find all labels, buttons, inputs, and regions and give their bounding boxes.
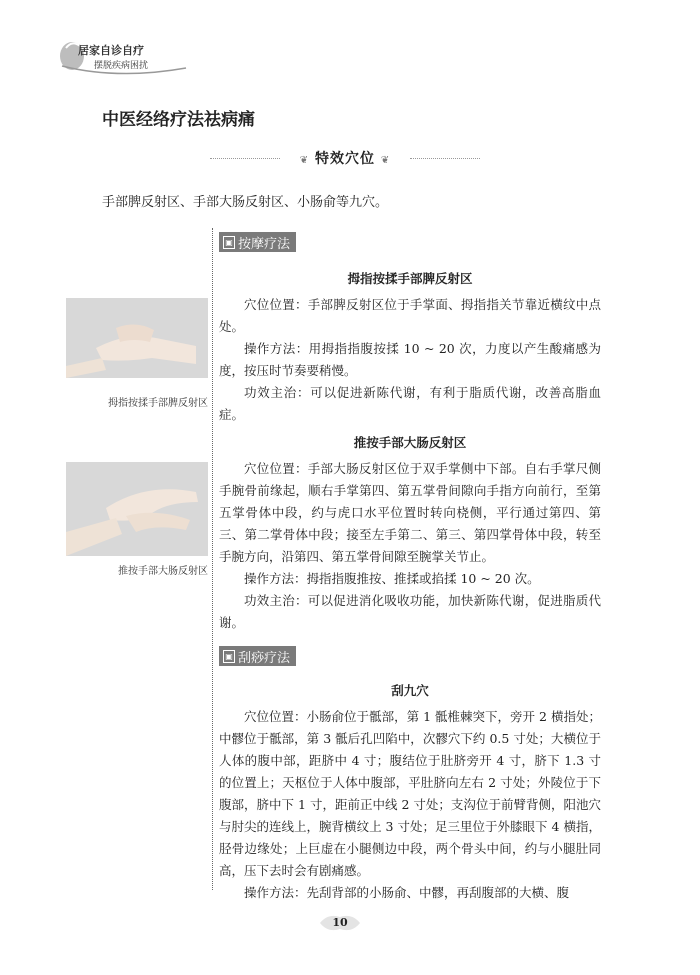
section-divider-left bbox=[210, 158, 280, 159]
acupoint-location: 穴位位置：手部脾反射区位于手掌面、拇指指关节靠近横纹中点处。 bbox=[219, 297, 601, 334]
hand-photo-2 bbox=[66, 462, 208, 556]
efficacy: 功效主治：可以促进消化吸收功能，加快新陈代谢，促进脂质代谢。 bbox=[219, 593, 601, 630]
hand-photo-1 bbox=[66, 298, 208, 378]
block-title: 拇指按揉手部脾反射区 bbox=[347, 271, 473, 286]
massage-block-spleen bbox=[219, 268, 601, 426]
ornament-icon: ❦ bbox=[380, 155, 391, 166]
acupoint-location: 穴位位置：手部大肠反射区位于双手掌侧中下部。自右手掌尺侧手腕骨前缘起，顺右手掌第四、第五掌骨间隙向手指方向前行，至第五掌骨体中段，约与虎口水平位置时转向桡侧，平行通过第四、第三、第二掌骨体中段；接至左手第二、第三、第四掌骨体中段，转至手腕方向，沿第四、第五掌骨间隙至腕掌关节止。 bbox=[219, 461, 601, 564]
series-title: 居家自诊自疗 bbox=[78, 44, 144, 57]
block-title: 推按手部大肠反射区 bbox=[353, 435, 467, 450]
section-divider-right bbox=[410, 158, 480, 159]
page-number bbox=[318, 913, 362, 933]
massage-therapy-label: 按摩疗法 bbox=[238, 236, 291, 252]
page-number-text: 10 bbox=[332, 916, 348, 929]
massage-therapy-tag bbox=[219, 232, 296, 252]
scraping-block-nine-points bbox=[219, 680, 601, 904]
efficacy: 功效主治：可以促进新陈代谢，有利于脂质代谢，改善高脂血症。 bbox=[219, 385, 601, 422]
photo-2-caption: 推按手部大肠反射区 bbox=[118, 566, 208, 577]
section-mark-icon: ▣ bbox=[223, 236, 235, 249]
section-title: 特效穴位 bbox=[315, 151, 375, 167]
series-subtitle: 摆脱疾病困扰 bbox=[94, 61, 149, 71]
column-divider bbox=[212, 228, 213, 890]
massage-block-large-intestine bbox=[219, 432, 601, 634]
scraping-therapy-tag bbox=[219, 646, 296, 666]
section-heading bbox=[210, 148, 480, 168]
operation-method: 操作方法：先刮背部的小肠俞、中髎，再刮腹部的大横、腹 bbox=[244, 885, 570, 900]
acupoint-location: 穴位位置：小肠俞位于骶部，第 1 骶椎棘突下，旁开 2 横指处；中髎位于骶部，第 3 骶后孔凹陷中，次髎穴下约 0.5 寸处；大横位于人体的腹中部，距脐中 4 寸；腹结位于肚脐旁开 4 寸，脐下 1.3 寸的位置上；天枢位于人体中腹部，平肚脐向左右 2 寸处；外陵位于下腹部，脐中下 1 寸，距前正中线 2 寸处；支沟位于前臂背侧，阳池穴与肘尖的连线上，腕背横纹上 3 寸处；足三里位于外膝眼下 4 横指，胫骨边缘处；上巨虚在小腿侧边中段，两个骨头中间，约与小腿肚同高，压下去时会有剧痛感。 bbox=[219, 709, 601, 878]
intro-text: 手部脾反射区、手部大肠反射区、小肠俞等九穴。 bbox=[102, 195, 389, 210]
operation-method: 操作方法：用拇指指腹按揉 10 ~ 20 次，力度以产生酸痛感为度，按压时节奏要稍慢。 bbox=[219, 341, 601, 378]
series-logo bbox=[58, 36, 188, 86]
operation-method: 操作方法：拇指指腹推按、推揉或掐揉 10 ~ 20 次。 bbox=[244, 571, 540, 586]
scraping-therapy-label: 刮痧疗法 bbox=[238, 650, 291, 666]
page-title: 中医经络疗法祛病痛 bbox=[102, 110, 255, 130]
section-mark-icon: ▣ bbox=[223, 650, 235, 663]
block-title: 刮九穴 bbox=[391, 683, 429, 698]
section-heading-title-wrap bbox=[282, 148, 408, 168]
photo-1-caption: 拇指按揉手部脾反射区 bbox=[108, 398, 208, 409]
ornament-icon: ❦ bbox=[299, 155, 310, 166]
